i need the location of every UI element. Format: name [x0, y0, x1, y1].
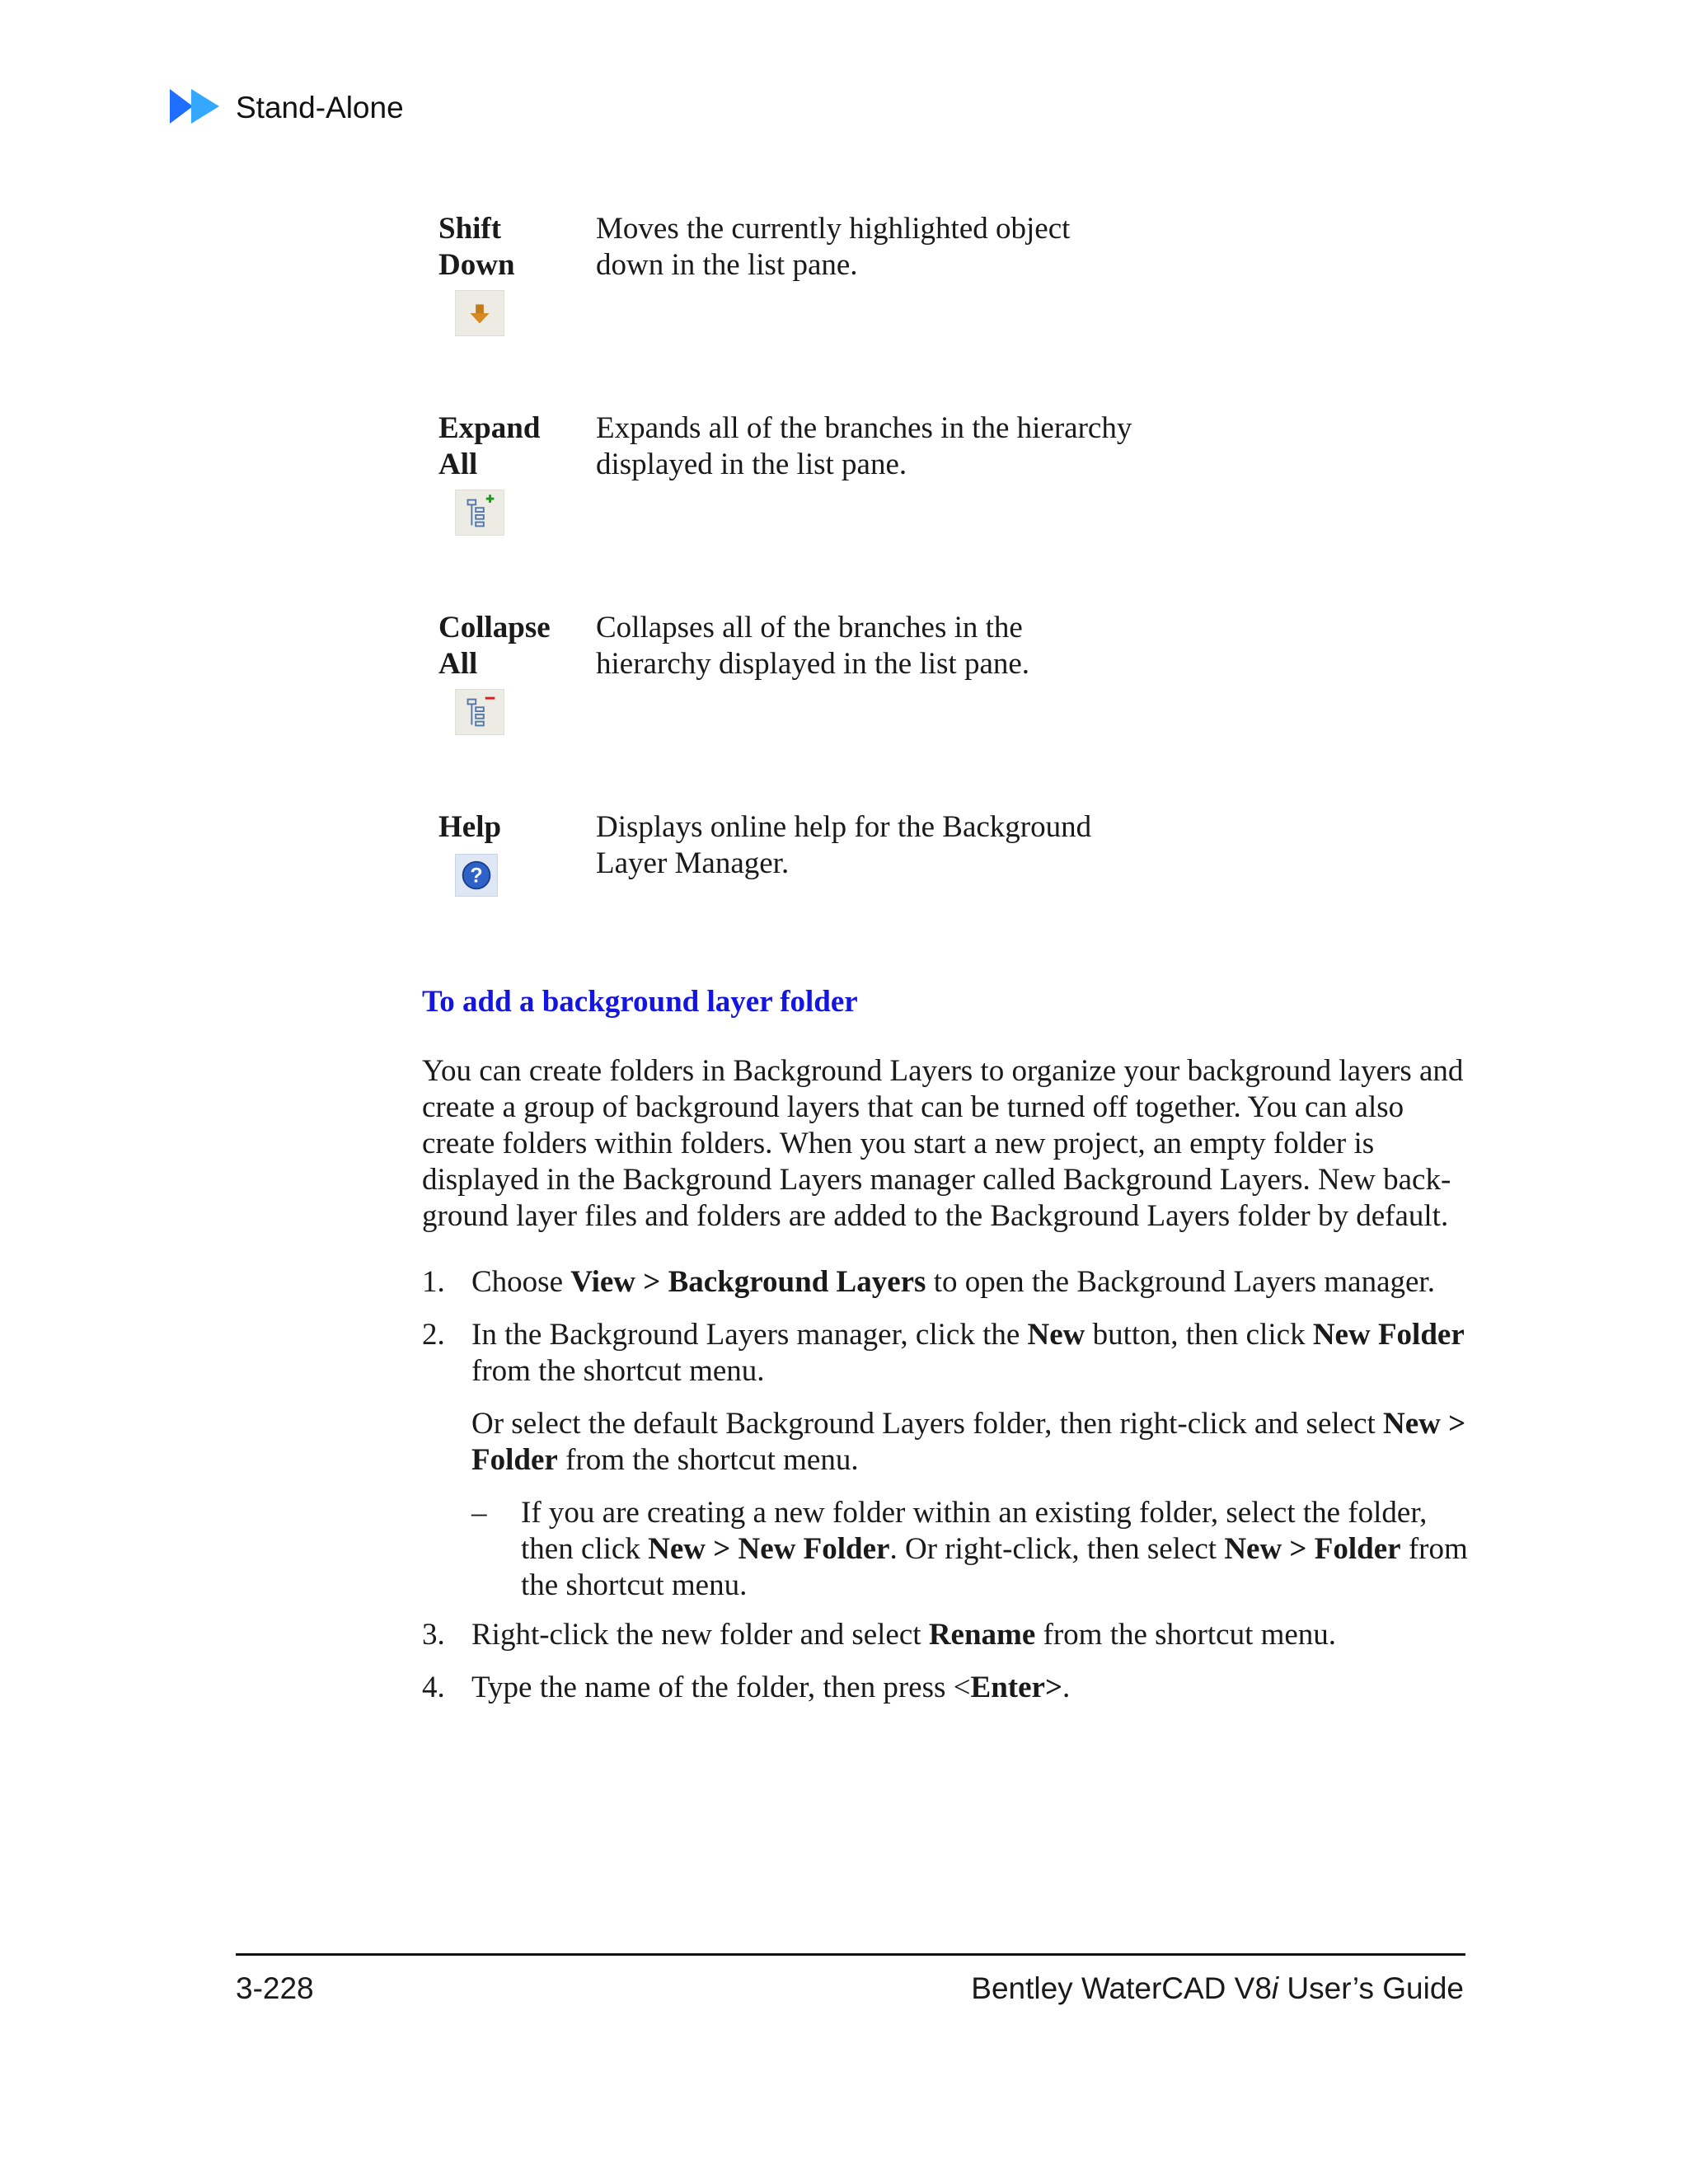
arrow-down-icon	[455, 290, 504, 336]
step-2-text: In the Background Layers manager, click the New button, then click New Folder from the shortcut menu.	[471, 1318, 1465, 1388]
footer-rule	[236, 1953, 1465, 1956]
step-3-text: Right-click the new folder and select Rename from the shortcut menu.	[471, 1618, 1337, 1652]
step-2-sub-bullet: If you are creating a new folder within an existing folder, select the folder, then click New > New Folder. Or right-click, then select New > Folder from the shortcut menu.	[521, 1496, 1468, 1602]
tool-desc-collapse-all: Collapses all of the branches in the hierarchy displayed in the list pane.	[596, 611, 1030, 681]
expand-all-icon	[455, 490, 504, 536]
step-number-4: 4.	[422, 1671, 445, 1704]
intro-paragraph: You can create folders in Background Layers to organize your background layers and create a group of background layers that can be turned off together. You can also create folders within folders. When you start a new project, an empty folder is displayed in the Background Layers manager called Background Layers. New back- ground layer files and folders are added to the Background Layers folder by default.	[422, 1054, 1464, 1233]
tool-name-collapse-all: Collapse All	[438, 611, 551, 681]
sub-bullet-dash: –	[471, 1496, 487, 1530]
book-title: Bentley WaterCAD V8i User’s Guide	[971, 1971, 1464, 2005]
running-header: Stand-Alone	[236, 91, 404, 124]
page-number: 3-228	[236, 1971, 314, 2005]
double-chevron-right-icon	[170, 89, 223, 124]
tool-desc-shift-down: Moves the currently highlighted object down in the list pane.	[596, 212, 1071, 282]
tool-name-help: Help	[438, 810, 502, 844]
tool-desc-help: Displays online help for the Background Layer Manager.	[596, 810, 1092, 880]
svg-text:?: ?	[470, 864, 483, 888]
tool-name-expand-all: Expand All	[438, 411, 541, 481]
step-number-1: 1.	[422, 1265, 445, 1299]
step-1-text: Choose View > Background Layers to open the Background Layers manager.	[471, 1265, 1435, 1299]
step-2-alternate: Or select the default Background Layers folder, then right-click and select New > Folder from the shortcut menu.	[471, 1407, 1466, 1477]
help-icon	[455, 854, 498, 897]
section-title: To add a background layer folder	[422, 985, 858, 1019]
step-number-2: 2.	[422, 1318, 445, 1352]
step-4-text: Type the name of the folder, then press <Enter>.	[471, 1671, 1071, 1704]
collapse-all-icon	[455, 689, 504, 735]
tool-name-shift-down: Shift Down	[438, 212, 515, 282]
step-number-3: 3.	[422, 1618, 445, 1652]
tool-desc-expand-all: Expands all of the branches in the hierarchy displayed in the list pane.	[596, 411, 1132, 481]
